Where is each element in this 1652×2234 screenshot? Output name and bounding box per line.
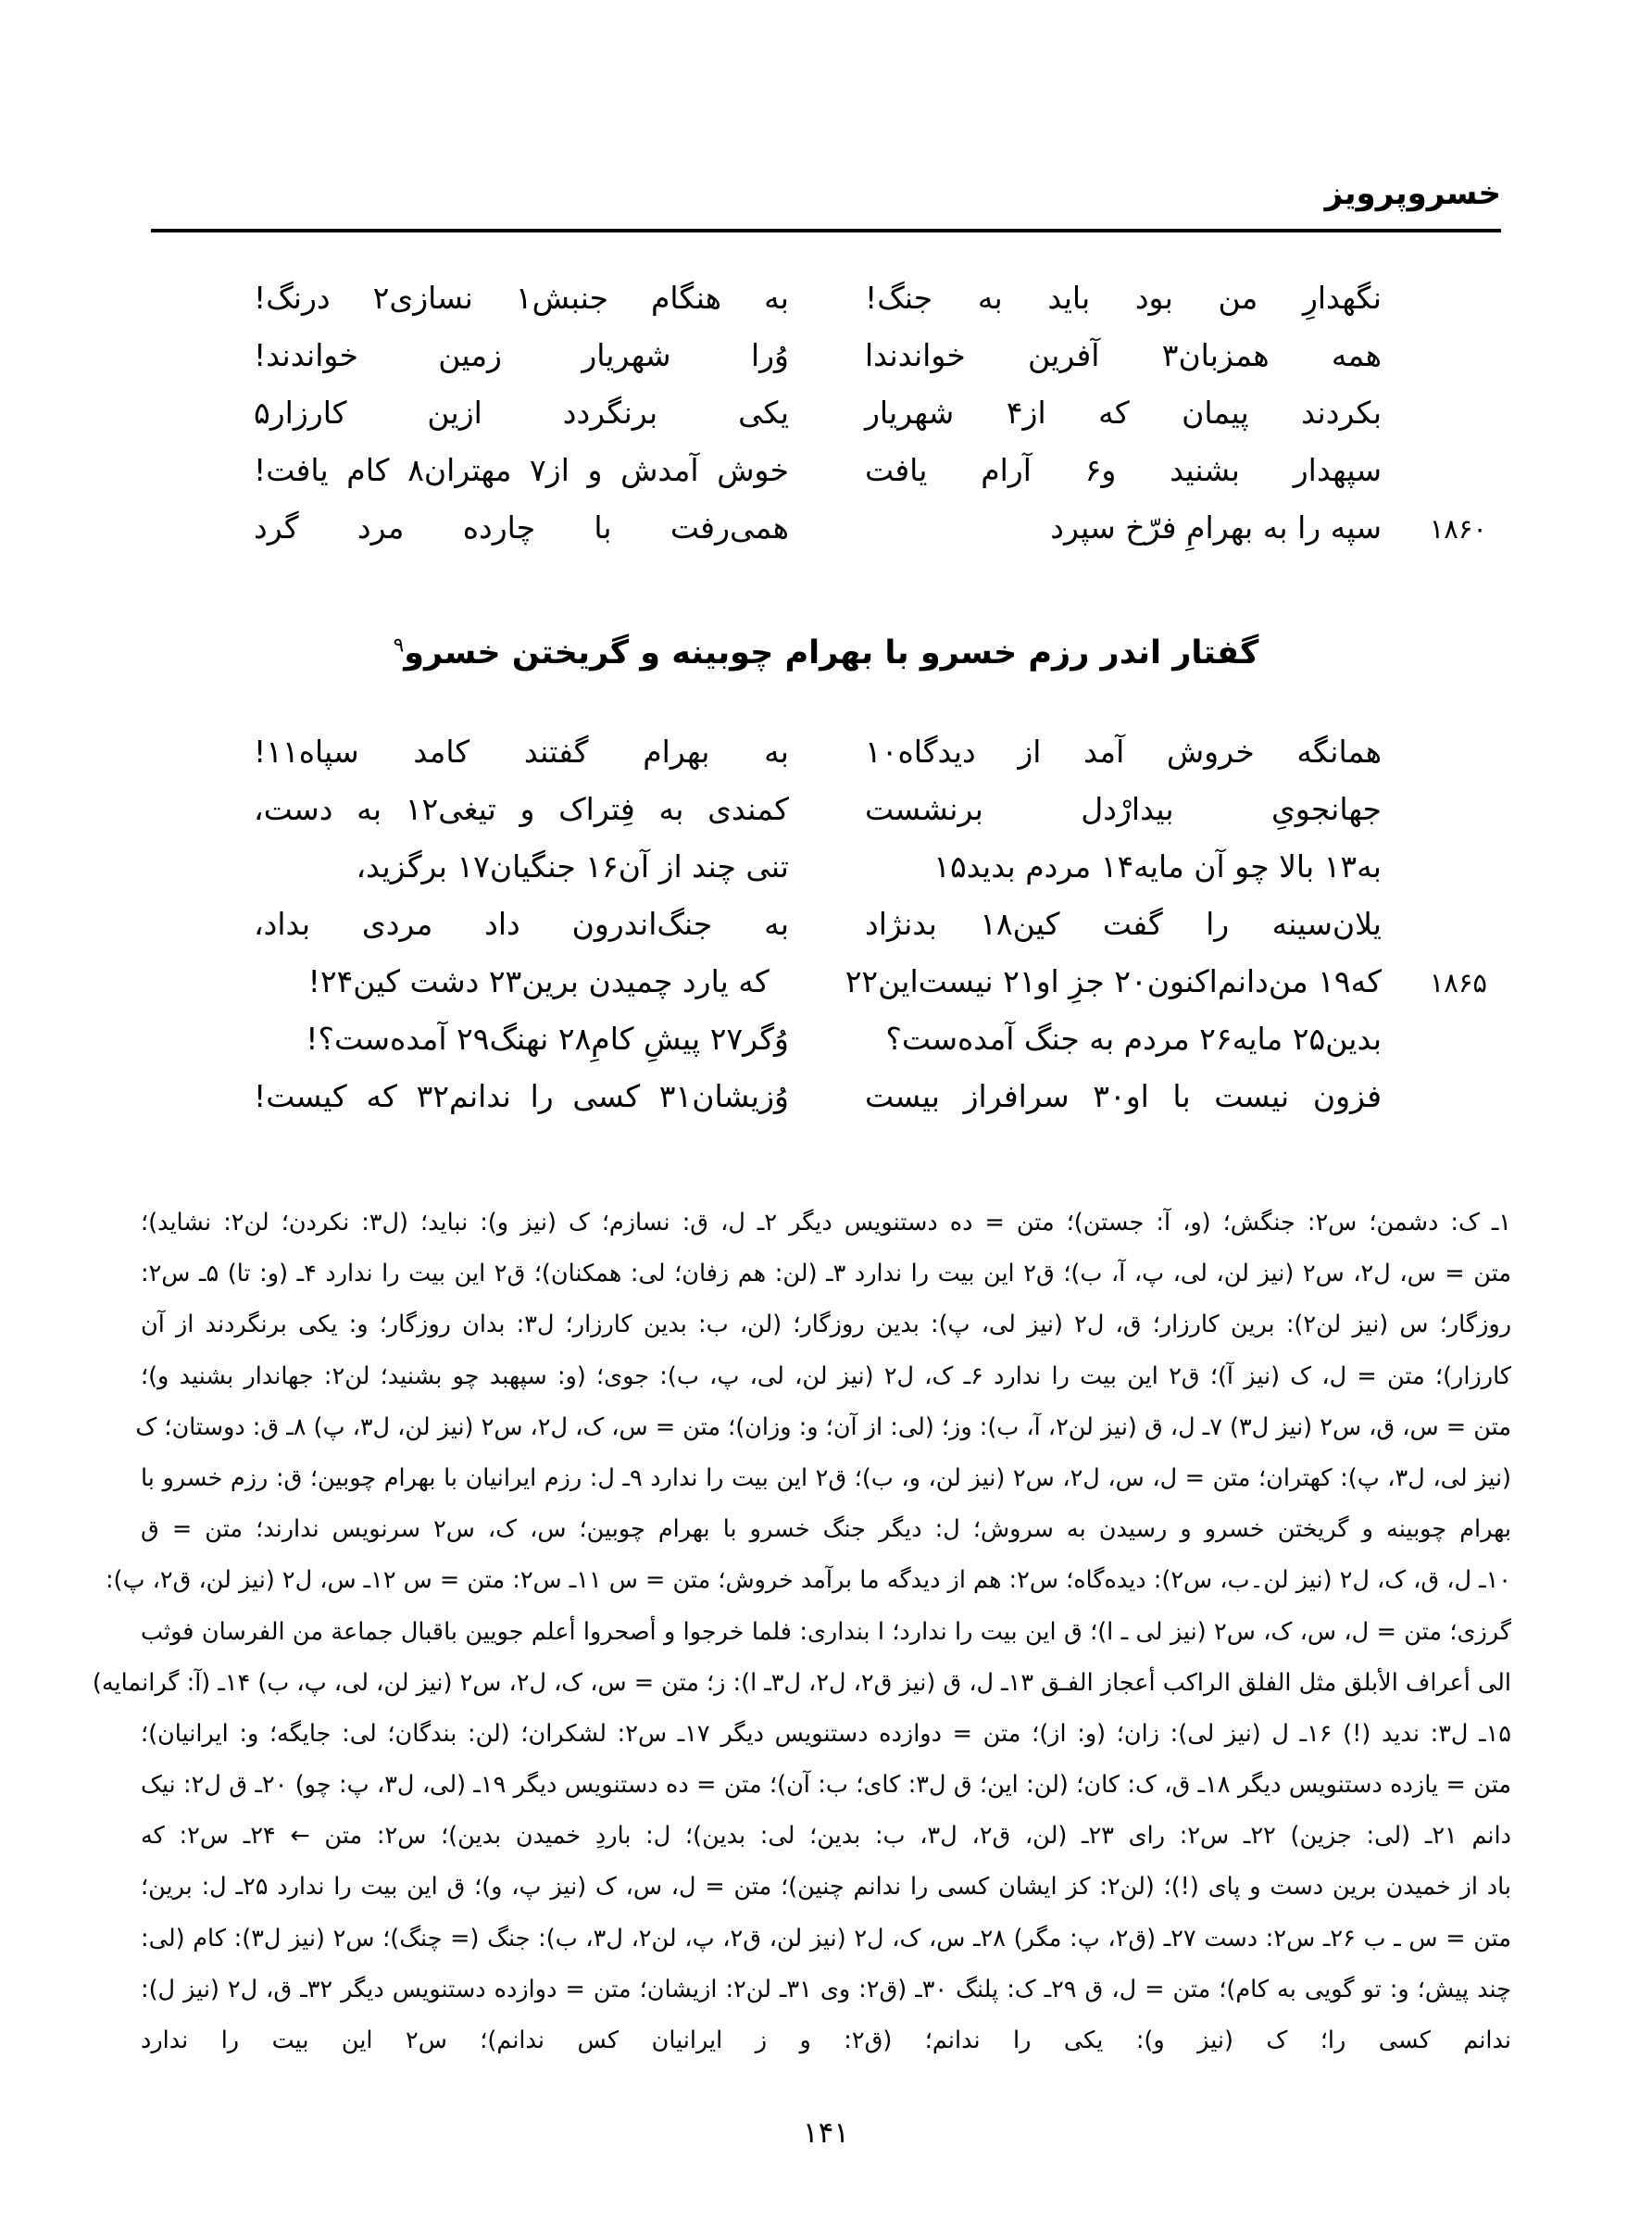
hemistich-right: که۱۹ من‌دانم‌اکنون۲۰ جزِ او۲۱ نیست‌این۲۲ bbox=[845, 963, 1382, 999]
hemistich-left: وُزیشان۳۱ کسی را ندانم۳۲ که کیست! bbox=[254, 1078, 789, 1114]
hemistich-right: نگهدارِ من بود باید به جنگ! bbox=[865, 280, 1382, 316]
couplet bbox=[250, 791, 1402, 851]
apparatus-line: متن = س، ل۲، س۲ (نیز لن، لی، پ، آ، ب)؛ ق۲ این بیت را ندارد ۳ـ (لن: هم زفان؛ لی: همکنان)؛ ق۲ این بیت را ندارد ۴ـ (و: تا) ۵ـ س۲: bbox=[141, 1260, 1511, 1288]
hemistich-left: وُگر۲۷ پیشِ کامِ۲۸ نهنگ۲۹ آمده‌ست؟! bbox=[306, 1021, 789, 1057]
running-header bbox=[151, 175, 1501, 243]
apparatus-line: ندانم کسی را؛ ک (نیز و): یکی را ندانم؛ (ق۲: و ز ایرانیان کس ندانم)؛ س۲ این بیت را ندارد bbox=[141, 2027, 1511, 2054]
hemistich-left: تنی چند از آن۱۶ جنگیان۱۷ برگزید، bbox=[356, 848, 789, 885]
verse-number: ۱۸۶۰ bbox=[1429, 513, 1487, 545]
hemistich-right: بدین۲۵ مایه۲۶ مردم به جنگ آمده‌ست؟ bbox=[885, 1021, 1382, 1057]
couplet bbox=[250, 1078, 1402, 1138]
section-heading-note-marker: ۹ bbox=[393, 634, 405, 658]
apparatus-line: گرزی؛ متن = ل، س، ک، س۲ (نیز لی ـ ا)؛ ق این بیت را ندارد؛ ا بنداری: فلما خرجوا و أصحروا أعلم جویین باقبال جماعة من الفرسان فوثب bbox=[141, 1617, 1511, 1646]
apparatus-line: روزگار؛ س (نیز لن۲): برین کارزار؛ ق، ل۲ (نیز لی، پ): بدین روزگار؛ (لن، ب: بدین کارزار؛ ل۳: بدان روزگار؛ و: یکی برنگردند از آن bbox=[141, 1311, 1512, 1339]
section-heading-text: گفتار اندر رزم خسرو با بهرام چوبینه و گریختن خسرو bbox=[404, 634, 1259, 671]
hemistich-left: وُرا شهریار زمین خواندند! bbox=[254, 337, 789, 373]
couplet bbox=[250, 509, 1487, 570]
apparatus-line: کارزار)؛ متن = ل، ک (نیز آ)؛ ق۲ این بیت را ندارد ۶ـ ک، ل۲ (نیز لن، لی، پ، ب): جوی؛ (و: سپهبد چو بشنید؛ لن۲: جهاندار بشنید و)؛ bbox=[141, 1362, 1511, 1390]
hemistich-right: جهانجویِ بیدارْدل برنشست bbox=[865, 791, 1382, 827]
couplet bbox=[250, 452, 1402, 512]
couplet bbox=[250, 963, 1487, 1023]
apparatus-line: متن = س، ق، س۲ (نیز ل۳) ۷ـ ل، ق (نیز لن۲، آ، ب): وز؛ (لی: از آن؛ و: وزان)؛ متن = س، ک، ل۲، س۲ (نیز لن، ل۳، پ) ۸ـ ق: دوستان؛ ک bbox=[135, 1412, 1511, 1441]
folio-number: ۱۴۱ bbox=[803, 2116, 849, 2150]
couplet bbox=[250, 282, 1402, 340]
apparatus-line: ۱ـ ک: دشمن؛ س۲: جنگش؛ (و، آ: جستن)؛ متن = ده دستنویس دیگر ۲ـ ل، ق: نسازم؛ ک (نیز و): نباید؛ (ل۳: نکردن؛ لن۲: نشاید)؛ bbox=[141, 1209, 1511, 1236]
couplet bbox=[250, 736, 1402, 794]
hemistich-right: همانگه خروش آمد از دیدگاه۱۰ bbox=[865, 734, 1382, 770]
apparatus-line: چند پیش؛ و: تو گویی به کام)؛ متن = ل، ق ۲۹ـ ک: پلنگ ۳۰ـ (ق۲: وی ۳۱ـ لن۲: ازیشان؛ متن = دوازده دستنویس دیگر ۳۲ـ ق، ل۲ (نیز ل): bbox=[141, 1975, 1512, 2003]
apparatus-line: الی أعراف الأبلق مثل الفلق الراکب أعجاز الفـق ۱۳ـ ل، ق (نیز ق۲، ل۲، ل۳ـ ا): ز؛ متن = س، ک، ل۲، س۲ (نیز لن، لی، پ، ب) ۱۴ـ (آ: گرانمایه) bbox=[92, 1668, 1511, 1697]
apparatus-line: باد از خمیدن برین دست و پای (!)؛ (لن۲: کز ایشان کسی را ندانم چنین)؛ متن = ل، س، ک (نیز پ، و)؛ ق این بیت را ندارد ۲۵ـ ل: برین؛ bbox=[141, 1873, 1511, 1901]
apparatus-line: دانم ۲۱ـ (لی: جزین) ۲۲ـ س۲: رای ۲۳ـ (لن، ق۲، ل۳، ب: بدین؛ لی: بدین)؛ ل: باردِ خمیدن بدین)؛ س۲: متن ← ۲۴ـ س۲: که bbox=[141, 1822, 1511, 1851]
couplet bbox=[250, 1023, 1402, 1081]
couplet bbox=[250, 397, 1402, 455]
hemistich-left: خوش آمدش و از۷ مهتران۸ کام یافت! bbox=[254, 452, 789, 488]
couplet bbox=[250, 337, 1402, 397]
hemistich-right: سپهدار بشنید و۶ آرام یافت bbox=[865, 452, 1382, 488]
verse-block-1 bbox=[250, 280, 1487, 570]
hemistich-right: به۱۳ بالا چو آن مایه۱۴ مردم بدید۱۵ bbox=[933, 848, 1382, 885]
hemistich-left: به هنگام جنبش۱ نسازی۲ درنگ! bbox=[254, 280, 789, 316]
hemistich-right: سپه را به بهرامِ فرّخ سپرد bbox=[1050, 509, 1382, 546]
hemistich-left: به بهرام گفتند کامد سپاه۱۱! bbox=[254, 734, 789, 770]
hemistich-left: یکی برنگردد ازین کارزار۵ bbox=[254, 395, 789, 431]
couplet bbox=[250, 906, 1402, 966]
apparatus-line: بهرام چوبینه و گریختن خسرو و رسیدن به سروش؛ ل: دیگر جنگ خسرو با بهرام چوبین؛ س، ک، س۲ سرنویس ندارند؛ متن = ق bbox=[141, 1515, 1511, 1544]
header-rule bbox=[151, 229, 1501, 232]
running-head-title: خسروپرویز bbox=[1324, 175, 1501, 212]
hemistich-left: کمندی به فِتراک و تیغی۱۲ به دست، bbox=[254, 791, 789, 827]
verse-number: ۱۸۶۵ bbox=[1429, 967, 1487, 998]
hemistich-left: به جنگ‌اندرون داد مردی بداد، bbox=[254, 906, 789, 942]
apparatus-line: متن = س ـ ب ۲۶ـ س۲: دست ۲۷ـ (ق۲، پ: مگر) ۲۸ـ س، ک، ل۲ (نیز لن، ق۲، پ، لن۲، ل۳، ب): جنگ (= چنگ)؛ س۲ (نیز ل۳): کام (لی: bbox=[141, 1924, 1511, 1952]
apparatus-line: ۱۰ـ ل، ق، ک، ل۲ (نیز لن۔ب، س۲): دیده‌گاه؛ س۲: هم از دیدگه ما برآمد خروش؛ متن = س ۱۱ـ س۲: متن = س ۱۲ـ س، ل۲ (نیز لن، ق۲، پ): bbox=[105, 1566, 1511, 1595]
hemistich-right: بکردند پیمان که از۴ شهریار bbox=[865, 395, 1382, 431]
apparatus-line: ۱۵ـ ل۳: ندید (!) ۱۶ـ ل (نیز لی): زان؛ (و: از)؛ متن = دوازده دستنویس دیگر ۱۷ـ س۲: لشکران؛ (لن: بندگان؛ لی: جایگه؛ و: ایرانیان)؛ bbox=[141, 1719, 1512, 1748]
critical-apparatus bbox=[92, 1198, 1512, 2169]
hemistich-right: همه همزبان۳ آفرین خواندندا bbox=[865, 337, 1382, 373]
hemistich-left: که یارد چمیدن برین۲۳ دشت کین۲۴! bbox=[307, 963, 770, 999]
verse-block-2 bbox=[250, 734, 1487, 1138]
hemistich-left: همی‌رفت با چارده مرد گرد bbox=[254, 509, 789, 546]
section-heading bbox=[250, 634, 1402, 671]
hemistich-right: یلان‌سینه را گفت کین۱۸ بدنژاد bbox=[865, 906, 1382, 942]
apparatus-line: (نیز لی، ل۳، پ): کهتران؛ متن = ل، س، ل۲، س۲ (نیز لن، و، ب)؛ ق۲ این بیت را ندارد ۹ـ ل: رزم ایرانیان با بهرام چوبین؛ ق: رزم خسرو با bbox=[141, 1463, 1511, 1492]
hemistich-right: فزون نیست با او۳۰ سرافراز بیست bbox=[865, 1078, 1382, 1114]
apparatus-line: متن = یازده دستنویس دیگر ۱۸ـ ق، ک: کان؛ (لن: این؛ ق ل۳: کای؛ ب: آن)؛ متن = ده دستنویس دیگر ۱۹ـ (لی، ل۳، پ: چو) ۲۰ـ ق ل۲: نیک bbox=[141, 1771, 1511, 1800]
apparatus-line bbox=[141, 2066, 1511, 2117]
couplet bbox=[250, 848, 1402, 909]
